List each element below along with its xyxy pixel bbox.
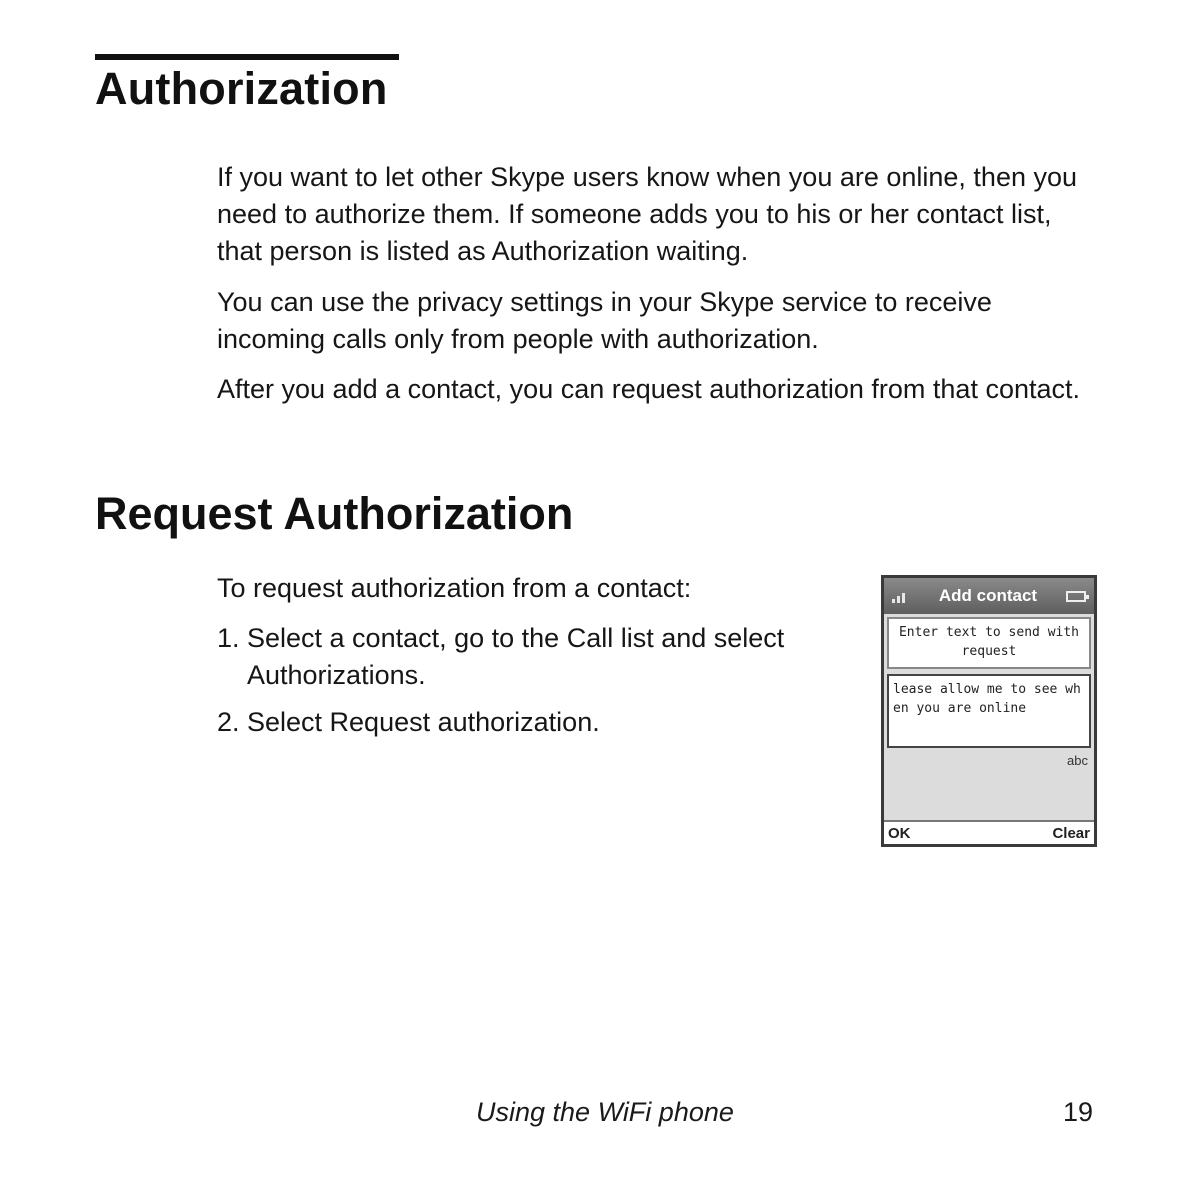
input-mode-indicator: abc: [1067, 753, 1088, 768]
step-number: 1.: [217, 623, 240, 653]
steps-intro: To request authorization from a contact:: [217, 573, 692, 603]
heading-rule: [95, 54, 399, 60]
step-item: [217, 620, 857, 694]
softkey-bar: [884, 820, 1094, 844]
step-text: Select a contact, go to the Call list and select Authorizations.: [247, 623, 785, 690]
paragraph-request-after-add: After you add a contact, you can request authorization from that contact.: [217, 374, 1080, 404]
footer-chapter-title: Using the WiFi phone: [476, 1097, 734, 1127]
phone-titlebar: [884, 578, 1094, 614]
page-number: 19: [1063, 1097, 1094, 1127]
phone-screenshot: [881, 575, 1097, 847]
steps-list: [217, 620, 857, 751]
paragraph-privacy-settings: You can use the privacy settings in your Skype service to receive incoming calls only from people with authorization.: [217, 287, 992, 354]
section-heading-request-authorization: Request Authorization: [95, 488, 574, 539]
phone-prompt: Enter text to send with request: [887, 617, 1091, 669]
battery-icon: [1066, 591, 1086, 602]
step-text: Select Request authorization.: [247, 707, 600, 737]
paragraph-online-visibility: If you want to let other Skype users know when you are online, then you need to authorize them. If someone adds you to his or her contact list, that person is listed as Authorization waiting.: [217, 162, 1078, 266]
ok-softkey[interactable]: OK: [888, 824, 911, 842]
step-item: [217, 704, 857, 741]
phone-screen-title: Add contact: [938, 586, 1038, 605]
request-message-input[interactable]: lease allow me to see when you are online: [887, 674, 1091, 748]
section-heading-authorization: Authorization: [95, 63, 388, 114]
signal-strength-icon: [892, 589, 910, 603]
clear-softkey[interactable]: Clear: [1052, 824, 1090, 842]
step-number: 2.: [217, 707, 240, 737]
